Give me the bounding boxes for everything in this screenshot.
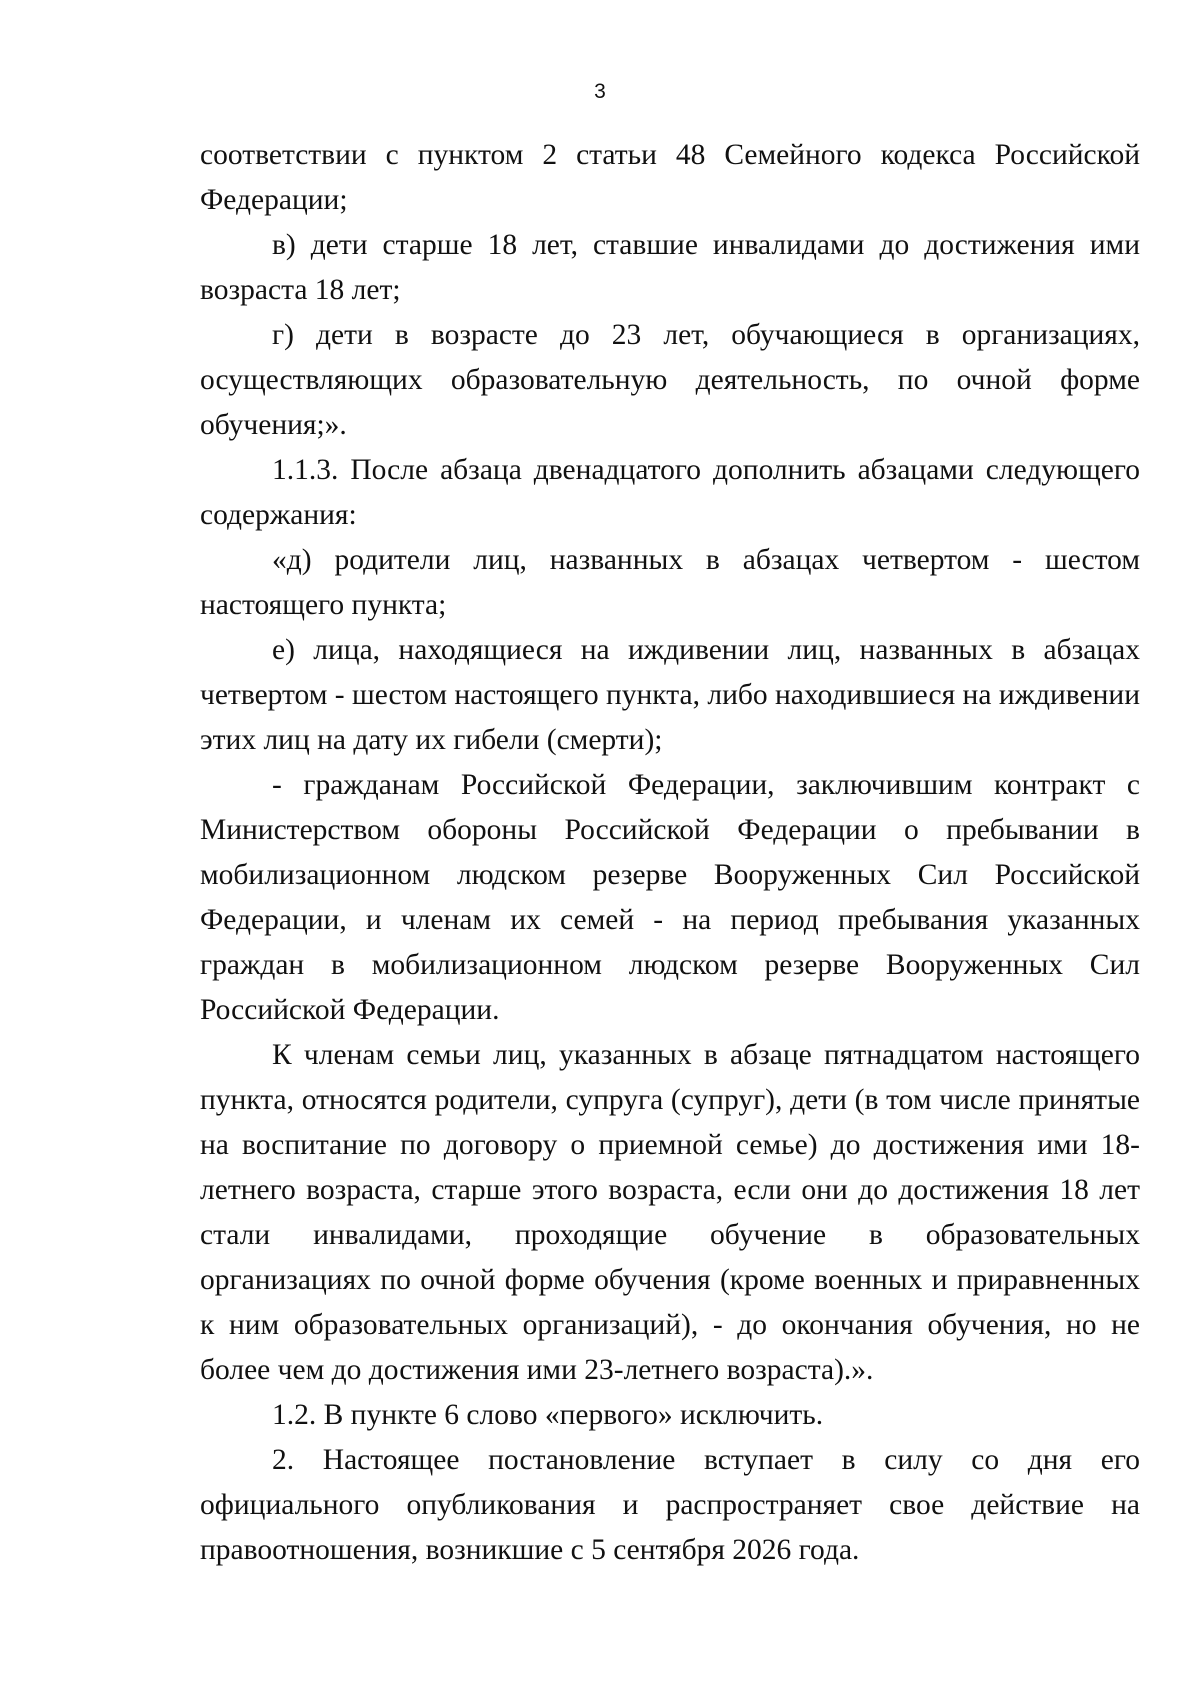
paragraph-continuation: соответствии с пунктом 2 статьи 48 Семейного кодекса Российской Федерации; (200, 139, 1140, 216)
paragraph-2-effective-date: 2. Настоящее постановление вступает в силу со дня его официального опубликования и распространяет свое действие на правоотношения, возникшие с 5 сентября 2026 года. (200, 1444, 1140, 1566)
page-number: 3 (594, 80, 606, 103)
paragraph-item-d: «д) родители лиц, названных в абзацах четвертом - шестом настоящего пункта; (200, 544, 1140, 621)
paragraph-1-2: 1.2. В пункте 6 слово «первого» исключить. (272, 1399, 824, 1431)
paragraph-item-e: е) лица, находящиеся на иждивении лиц, названных в абзацах четвертом - шестом настоящего пункта, либо находившиеся на иждивении этих лиц на дату их гибели (смерти); (200, 634, 1140, 756)
paragraph-1-1-3: 1.1.3. После абзаца двенадцатого дополнить абзацами следующего содержания: (200, 454, 1140, 531)
paragraph-item-g: г) дети в возрасте до 23 лет, обучающиеся в организациях, осуществляющих образовательную деятельность, по очной форме обучения;». (200, 319, 1140, 441)
paragraph-item-v: в) дети старше 18 лет, ставшие инвалидами до достижения ими возраста 18 лет; (200, 229, 1140, 306)
paragraph-mobilization-reserve: - гражданам Российской Федерации, заключившим контракт с Министерством обороны Российской Федерации о пребывании в мобилизационном людском резерве Вооруженных Сил Российской Федерации, и членам их семей - на период пребывания указанных граждан в мобилизационном людском резерве Вооруженных Сил Российской Федерации. (200, 769, 1140, 1026)
paragraph-family-members: К членам семьи лиц, указанных в абзаце пятнадцатом настоящего пункта, относятся родители, супруга (супруг), дети (в том числе принятые на воспитание по договору о приемной семье) до достижения ими 18-летнего возраста, старше этого возраста, если они до достижения 18 лет стали инвалидами, проходящие обучение в образовательных организациях по очной форме обучения (кроме военных и приравненных к ним образовательных организаций), - до окончания обучения, но не более чем до достижения ими 23-летнего возраста).». (200, 1039, 1140, 1386)
document-body (200, 133, 1140, 1573)
